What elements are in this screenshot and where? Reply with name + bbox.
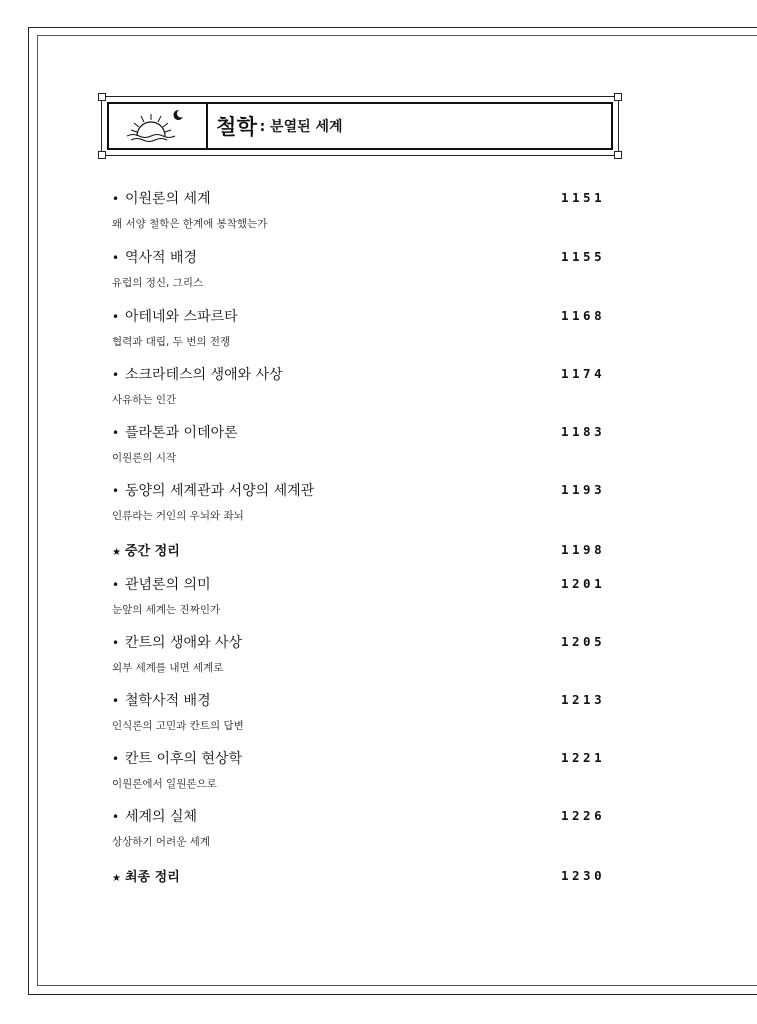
chapter-header-box — [101, 96, 619, 156]
toc-title-line — [112, 574, 612, 594]
toc-entry — [112, 632, 612, 675]
toc-entry-title: 칸트의 생애와 사상 — [125, 635, 243, 651]
toc-entry-title: 최종 정리 — [125, 870, 180, 885]
toc-page-number: 1193 — [561, 482, 606, 497]
toc-page-number: 1168 — [561, 308, 606, 323]
sunrise-icon — [123, 106, 193, 146]
toc-entry-subtitle: 왜 서양 철학은 한계에 봉착했는가 — [112, 218, 268, 230]
toc-page-number: 1155 — [561, 249, 606, 264]
bullet-icon: • — [112, 694, 120, 708]
toc-entry-title: 아테네와 스파르타 — [125, 309, 238, 325]
toc-title-line — [112, 364, 612, 384]
bullet-icon: • — [112, 484, 120, 498]
toc-entry — [112, 690, 612, 733]
toc-page-number: 1198 — [561, 542, 606, 557]
toc-entry-subtitle: 사유하는 인간 — [112, 394, 177, 406]
toc-page-number: 1213 — [561, 692, 606, 707]
toc-entry-title: 철학사적 배경 — [125, 693, 211, 709]
toc-title-line — [112, 480, 612, 500]
chapter-title-main: 철학 — [216, 115, 258, 139]
toc-entry — [112, 574, 612, 617]
toc-entry-title: 이원론의 세계 — [125, 191, 211, 207]
bullet-icon: • — [112, 310, 120, 324]
toc-entry-title: 소크라테스의 생애와 사상 — [125, 367, 283, 383]
toc-entry-subtitle: 상상하기 어려운 세계 — [112, 836, 210, 848]
toc-title-line — [112, 690, 612, 710]
toc-entry — [112, 866, 612, 885]
toc-entry — [112, 540, 612, 559]
toc-title-line — [112, 806, 612, 826]
toc-entry-title: 동양의 세계관과 서양의 세계관 — [125, 483, 315, 499]
bullet-icon: • — [112, 426, 120, 440]
toc-entry-title: 플라톤과 이데아론 — [125, 425, 238, 441]
toc-page-number: 1174 — [561, 366, 606, 381]
icon-cell — [109, 104, 208, 148]
toc-entry — [112, 188, 612, 231]
toc-entry-subtitle: 이원론에서 일원론으로 — [112, 778, 217, 790]
toc-page-number: 1183 — [561, 424, 606, 439]
toc-title-line — [112, 188, 612, 208]
chapter-title — [216, 106, 343, 146]
toc-entry-title: 관념론의 의미 — [125, 577, 211, 593]
toc-entry — [112, 364, 612, 407]
chapter-title-sub: : 분열된 세계 — [259, 119, 343, 135]
toc-title-line — [112, 748, 612, 768]
toc-page-number: 1205 — [561, 634, 606, 649]
toc-title-line — [112, 540, 612, 559]
toc-page-number: 1151 — [561, 190, 606, 205]
toc-entry — [112, 748, 612, 791]
bullet-icon: • — [112, 368, 120, 382]
toc-entry-subtitle: 이원론의 시작 — [112, 452, 177, 464]
bullet-icon: • — [112, 636, 120, 650]
toc-entry-title: 칸트 이후의 현상학 — [125, 751, 243, 767]
toc-entry-subtitle: 인식론의 고민과 칸트의 답변 — [112, 720, 244, 732]
toc-page-number: 1226 — [561, 808, 606, 823]
toc-page-number: 1221 — [561, 750, 606, 765]
toc-entry-subtitle: 유럽의 정신, 그리스 — [112, 277, 204, 289]
toc-title-line — [112, 422, 612, 442]
toc-entry — [112, 422, 612, 465]
toc-title-line — [112, 866, 612, 885]
star-icon: ★ — [112, 547, 121, 558]
bullet-icon: • — [112, 578, 120, 592]
toc-title-line — [112, 247, 612, 267]
toc-title-line — [112, 306, 612, 326]
toc-entry — [112, 306, 612, 349]
toc-entry-subtitle: 외부 세계를 내면 세계로 — [112, 662, 224, 674]
toc-entry — [112, 806, 612, 849]
toc-entry-subtitle: 인류라는 거인의 우뇌와 좌뇌 — [112, 510, 244, 522]
bullet-icon: • — [112, 810, 120, 824]
bullet-icon: • — [112, 192, 120, 206]
toc-title-line — [112, 632, 612, 652]
toc-page-number: 1201 — [561, 576, 606, 591]
bullet-icon: • — [112, 752, 120, 766]
toc-entry-subtitle: 눈앞의 세계는 진짜인가 — [112, 604, 221, 616]
toc-page-number: 1230 — [561, 868, 606, 883]
star-icon: ★ — [112, 873, 121, 884]
toc-entry-subtitle: 협력과 대립, 두 번의 전쟁 — [112, 336, 231, 348]
bullet-icon: • — [112, 251, 120, 265]
toc-entry-title: 중간 정리 — [125, 544, 180, 559]
toc-entry — [112, 480, 612, 523]
toc-entry — [112, 247, 612, 290]
toc-entry-title: 역사적 배경 — [125, 250, 198, 266]
toc-entry-title: 세계의 실체 — [125, 809, 198, 825]
